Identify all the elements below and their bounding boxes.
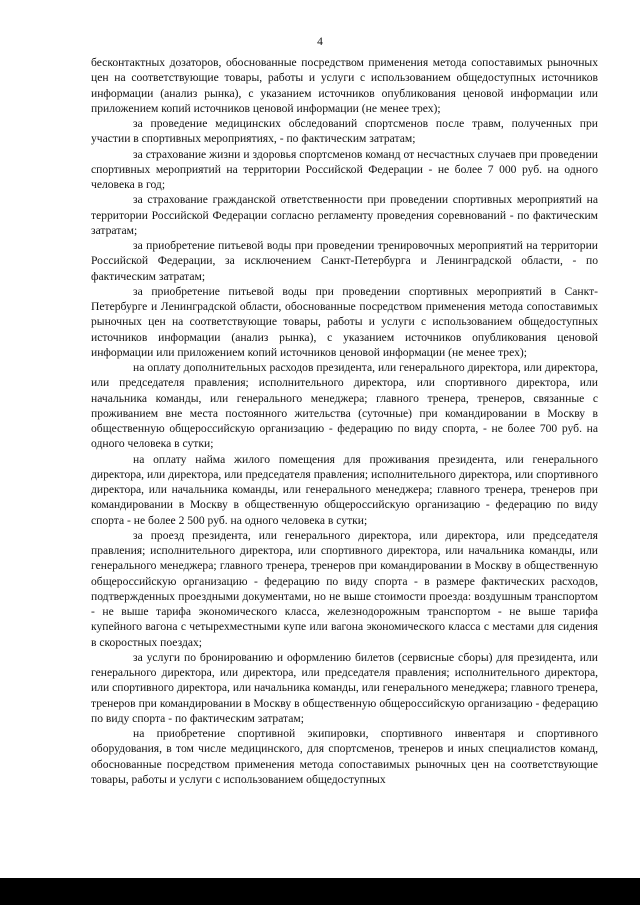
paragraph: на оплату найма жилого помещения для проживания президента, или генерального директора, или директора, или председателя правления; исполнительного директора, или спортивного директора, или начальника команды, или генерального менеджера; главного тренера, тренеров при командировании в Москву в общественную общероссийскую организацию - федерацию по виду спорта - не более 2 500 руб. на одного человека в сутки; [91, 452, 598, 527]
paragraph: на оплату дополнительных расходов президента, или генерального директора, или директора, или председателя правления; исполнительного директора, или спортивного директора, или начальника команды, или генерального менеджера; главного тренера, тренеров, связанные с проживанием вне места постоянного жительства (суточные) при командировании в Москву в общественную общероссийскую организацию - федерацию по виду спорта, - не более 700 руб. на одного человека в сутки; [91, 361, 598, 451]
paragraph: за страхование гражданской ответственности при проведении спортивных мероприятий на территории Российской Федерации согласно регламенту проведения соревнований - по фактическим затратам; [91, 193, 598, 237]
paragraph: за проезд президента, или генерального директора, или директора, или председателя правления; исполнительного директора, или спортивного директора, или начальника команды, или генерального менеджера; главного тренера, тренеров при командировании в Москву в общественную общероссийскую организацию - федерацию по виду спорта - в размере фактических расходов, подтвержденных проездными документами, но не выше стоимости проезда: воздушным транспортом - не выше тарифа экономического класса, железнодорожным транспортом - не выше тарифа купейного вагона с четырехместными купе или вагона экономического класса с местами для сидения в скоростных поездах; [91, 528, 598, 649]
scan-edge-bar [0, 878, 640, 905]
page-number: 4 [317, 36, 323, 48]
paragraph: за приобретение питьевой воды при проведении тренировочных мероприятий на территории Российской Федерации, за исключением Санкт-Петербурга и Ленинградской области, - по фактическим затратам; [91, 239, 598, 283]
paragraph: за проведение медицинских обследований спортсменов после травм, полученных при участии в спортивных мероприятиях, - по фактическим затратам; [91, 117, 598, 146]
paragraph: бесконтактных дозаторов, обоснованные посредством применения метода сопоставимых рыночных цен на соответствующие товары, работы и услуги с использованием общедоступных источников информации (анализ рынка), с указанием источников опубликования ценовой информации или приложением копий источников ценовой информации (не менее трех); [91, 56, 598, 115]
paragraph: за услуги по бронированию и оформлению билетов (сервисные сборы) для президента, или генерального директора, или директора, или председателя правления; исполнительного директора, или спортивного директора, или начальника команды, или генерального менеджера; главного тренера, тренеров при командировании в Москву в общественную общероссийскую организацию - федерацию по виду спорта - по фактическим затратам; [91, 650, 598, 725]
paragraph: за приобретение питьевой воды при проведении спортивных мероприятий в Санкт-Петербурге и Ленинградской области, обоснованные посредством применения метода сопоставимых рыночных цен на соответствующие товары, работы и услуги с использованием общедоступных источников информации (анализ рынка), с указанием источников опубликования ценовой информации или приложением копий источников ценовой информации (не менее трех); [91, 284, 598, 359]
paragraph: на приобретение спортивной экипировки, спортивного инвентаря и спортивного оборудования, в том числе медицинского, для спортсменов, тренеров и иных специалистов команд, обоснованные посредством применения метода сопоставимых рыночных цен на соответствующие товары, работы и услуги с использованием общедоступных [91, 727, 598, 786]
document-body [91, 55, 598, 787]
paragraph: за страхование жизни и здоровья спортсменов команд от несчастных случаев при проведении спортивных мероприятий на территории Российской Федерации - не более 7 000 руб. на одного человека в год; [91, 147, 598, 191]
